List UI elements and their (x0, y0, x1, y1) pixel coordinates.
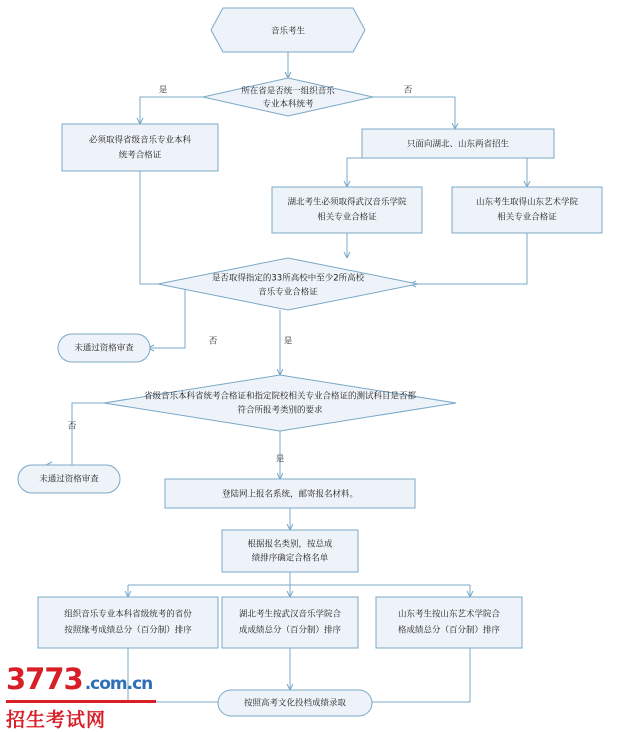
node-p4-line1: 山东考生取得山东艺术学院 (475, 197, 579, 208)
edge-label-d1-yes: 是 (158, 85, 168, 96)
node-start-label: 音乐考生 (270, 26, 306, 37)
node-p7-line1: 组织音乐专业本科省级统考的省份 (64, 609, 192, 620)
connector-d3-no (46, 403, 104, 465)
node-fail-review-1[interactable] (58, 334, 150, 362)
node-d1-line1: 所在省是否统一组织音乐 (241, 86, 335, 97)
node-p6-line1: 根据报名类别，按总成 (247, 539, 333, 550)
node-provincial-certificate[interactable] (62, 124, 218, 171)
node-start[interactable] (211, 8, 365, 52)
node-p8-line1: 湖北考生按武汉音乐学院合 (238, 609, 342, 620)
node-p4-line2: 相关专业合格证 (497, 212, 557, 223)
node-rank-shandong[interactable] (376, 597, 522, 648)
node-d1-line2: 专业本科统考 (262, 99, 314, 110)
connector-p9-to-end (372, 648, 470, 702)
node-rank-hubei[interactable] (222, 597, 358, 648)
edge-label-d3-no: 否 (67, 421, 77, 432)
node-p5-line1: 登陆网上报名系统，邮寄报名材料。 (221, 489, 359, 500)
edge-label-d2-yes: 是 (283, 336, 293, 347)
node-d3-line2: 符合所报考类别的要求 (237, 405, 323, 416)
connector-p7-to-end (128, 648, 218, 702)
node-end-label: 按照高考文化投档成绩录取 (243, 698, 347, 709)
node-p6-line2: 绩排序确定合格名单 (251, 553, 329, 564)
node-qualified-list[interactable] (222, 530, 358, 572)
node-p1-line1: 必须取得省级音乐专业本科 (88, 135, 192, 146)
site-number: 3773 (6, 662, 83, 696)
node-p3-line2: 相关专业合格证 (317, 212, 377, 223)
node-decision-subject-match[interactable] (104, 375, 456, 431)
connector-p4-to-d2 (410, 233, 527, 284)
node-final-admission[interactable] (218, 690, 372, 716)
connector-d1-no (373, 97, 455, 129)
node-shandong-certificate[interactable] (452, 187, 602, 233)
connector-d2-no (148, 284, 185, 348)
node-p1-line2: 统考合格证 (118, 150, 162, 161)
edge-label-d1-no: 否 (403, 85, 413, 96)
node-p3-line1: 湖北考生必须取得武汉音乐学院 (287, 197, 407, 208)
node-d2-line2: 音乐专业合格证 (258, 287, 318, 298)
site-name: 招生考试网 (6, 709, 107, 731)
node-f2-label: 未通过资格审查 (39, 474, 99, 485)
connector-p1-to-d2 (140, 171, 185, 284)
node-fail-review-2[interactable] (18, 465, 120, 493)
node-p9-line2: 格成绩总分（百分制）排序 (397, 625, 501, 636)
node-p2-line1: 只面向湖北、山东两省招生 (406, 139, 510, 150)
edge-label-d2-no: 否 (208, 336, 218, 347)
node-decision-33-schools[interactable] (158, 258, 418, 310)
node-p9-line1: 山东考生按山东艺术学院合 (397, 609, 501, 620)
connector-p2-to-p3 (347, 158, 415, 187)
node-two-province-enrollment[interactable] (362, 129, 554, 158)
connector-d1-yes (140, 97, 203, 124)
node-decision-provincial-exam[interactable] (203, 78, 373, 116)
node-p8-line2: 成成绩总分（百分制）排序 (238, 625, 342, 636)
node-d3-line1: 省级音乐本科省统考合格证和指定院校相关专业合格证的测试科目是否都 (143, 391, 417, 402)
edge-label-d3-yes: 是 (275, 454, 285, 465)
node-d2-line1: 是否取得指定的33所高校中至少2所高校 (211, 273, 365, 284)
node-f1-label: 未通过资格审查 (74, 343, 134, 354)
node-rank-provincial[interactable] (38, 597, 218, 648)
node-hubei-certificate[interactable] (272, 187, 422, 233)
node-online-registration[interactable] (165, 479, 415, 508)
site-domain: .com.cn (84, 674, 153, 694)
node-p7-line2: 按照缘考成绩总分（百分制）排序 (64, 625, 192, 636)
